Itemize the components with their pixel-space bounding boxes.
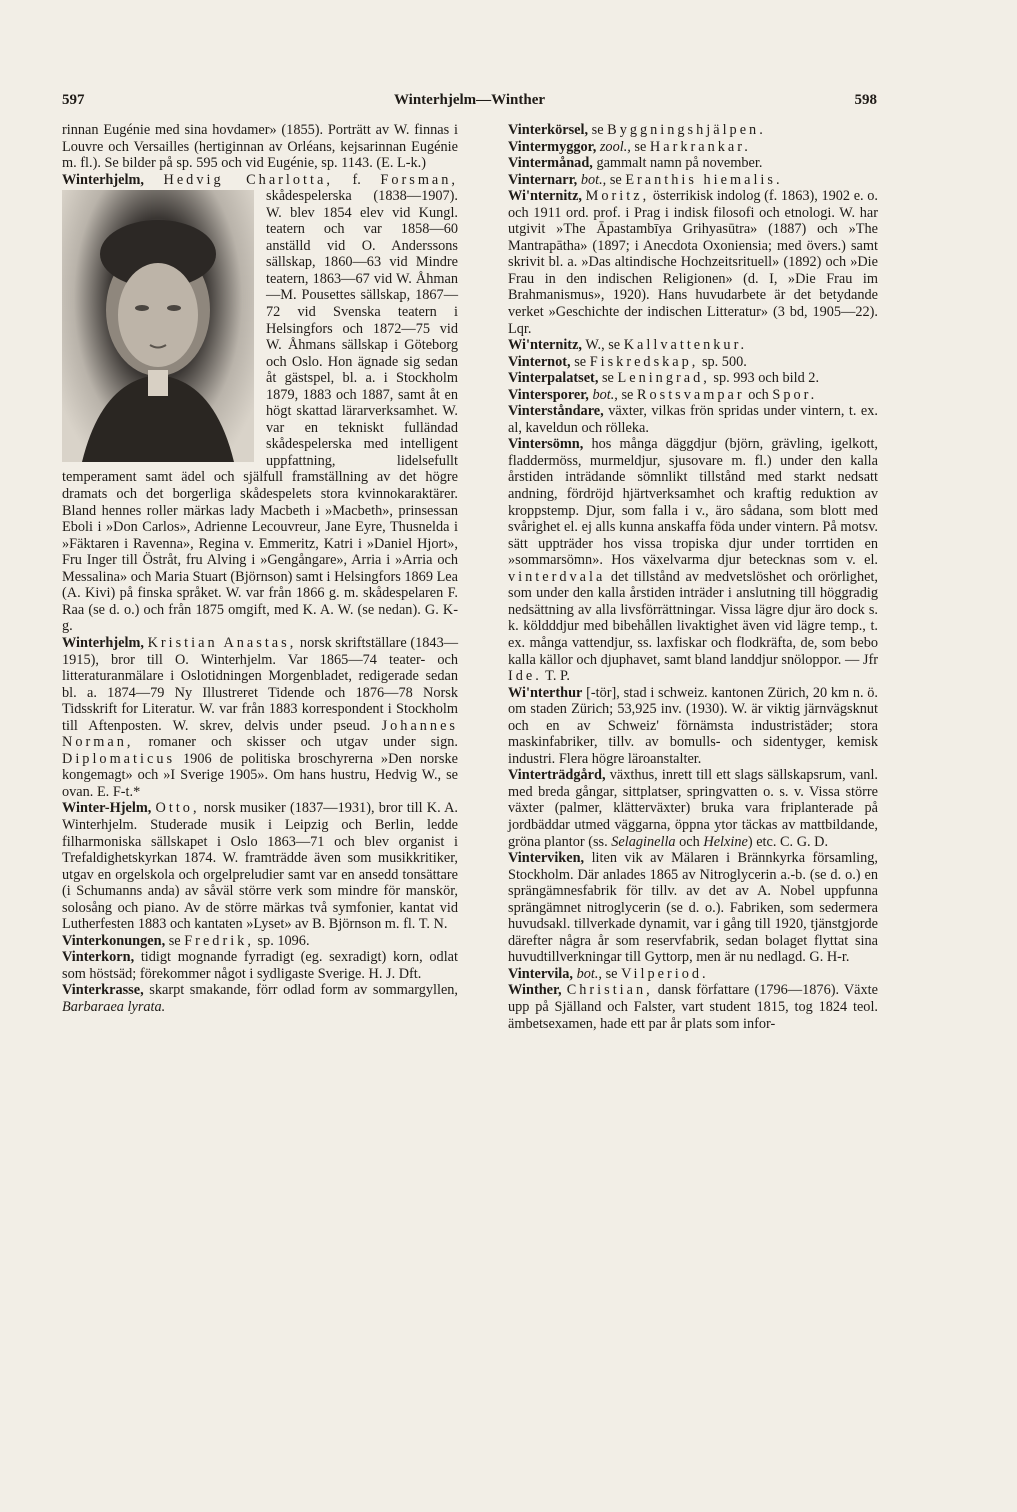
headword: Vinterkonungen, [62, 932, 166, 949]
headword: Wi'nterthur [508, 684, 583, 701]
entry-text: se [621, 386, 634, 403]
spaced-name: Vilperiod. [621, 965, 709, 982]
entry-text: skådespelerska (1838—1907). W. blev 1854 elev vid Kungl. teatern och var 1858—60 anställd vid O. Anderssons sällskap, 1860—63 vid Mindre teatern, 1863—67 vid W. Åhman—M. Pousettes sällskap, 1867—72 vid Svenska teatern i Helsingfors och 1872—75 vid W. Åhmans sällskap i Göteborg och Oslo. Hon ägnade sig sedan åt gästspel, bl. a. i Stockholm 1879, 1883 och 1887, samt åt en högt skattad lärarverksamhet. W. var en tekniskt fulländad skådespelerska med intelligent uppfattning, lidelsefullt temperament samt ädel och själfull framställning av det högre dramats och det borgerliga skådespelets stora kvinnokaraktärer. Bland hennes roller märkas lady Macbeth i »Macbeth», prinsessan Eboli i »Don Carlos», Adrienne Lecouvreur, Jane Eyre, Thusnelda i »Fäktaren i Ravenna», Regina v. Emmeritz, Katri i »Daniel Hjort», Fru Inger till Östråt, fru Alving i »Gengångare», Arria i »Arria och Messalina» och Maria Stuart (Björnson) samt i Helsingfors 1869 Lea (A. Kivi) på finska språket. W. var från 1866 g. m. skådespelaren F. Raa (se d. o.) och från 1875 omgift, med K. A. W. (se nedan). G. K-g. [62, 188, 458, 635]
spaced-name: Hedvig Charlotta, [163, 171, 333, 188]
entry-continuation [62, 122, 458, 172]
entry-text: T. P. [545, 668, 570, 685]
spaced-name: Kallvattenkur. [623, 337, 748, 354]
entry-text: se [609, 171, 622, 188]
entry-vinterviken [508, 850, 878, 966]
entry-vintertradgard [508, 767, 878, 850]
spaced-name: Forsman, [380, 171, 459, 188]
entry-vintermanad [508, 155, 878, 172]
entry-text: se [574, 353, 587, 370]
left-column [62, 122, 458, 1016]
headword: Winther, [508, 982, 562, 999]
entry-vintervila [508, 966, 878, 983]
spaced-name: Otto, [155, 800, 200, 817]
entry-winterhjelm-kristian [62, 635, 458, 800]
spaced-name: Christian, [566, 982, 653, 999]
portrait-photo-icon [62, 190, 254, 462]
spaced-name: Ide. [508, 668, 542, 685]
headword: Vinterträdgård, [508, 767, 606, 784]
entry-text: växter, vilkas frön spridas under vintern, t. ex. al, kaveldun och rölleka. [508, 403, 878, 436]
spaced-name: Johannes Norman, [62, 717, 458, 751]
entry-text: liten vik av Mälaren i Brännkyrka församling, Stockholm. Där anlades 1865 av Nitroglycerin a.-b. (se d. o.) en sprängämnesfabrik för tillv. av det av A. Nobel uppfunna sprängämnet nitroglycerin (se d. o.). Fabriken, som sedermera huvudsakl. tillverkade dynamit, var i gång till 1920, tjänstgjorde därefter några år som reservfabrik, sedan bolaget flyttat sina huvudtillverkningar till Gyttorp, men är nu nedlagd. G. H-r. [508, 850, 879, 966]
latin-name: Helxine [703, 833, 748, 850]
entry-text: skarpt smakande, förr odlad form av sommargyllen, [149, 982, 459, 999]
entry-vinterkorsel [508, 122, 878, 139]
abbr: bot., [580, 171, 607, 188]
entry-winther [508, 982, 878, 1032]
entry-text: rinnan Eugénie med sina hovdamer» (1855). Porträtt av W. finnas i Louvre och Versailles (hertiginnan av Orléans, kejsarinnan Eugénie m. fl.). Se bilder på sp. 595 och vid Eugénie, sp. 1143. (E. L-k.) [62, 122, 458, 172]
spaced-name: Rostsvampar [636, 386, 745, 403]
headword: Vinternarr, [508, 171, 578, 188]
entry-text: och [748, 386, 769, 403]
headword: Vinterkörsel, [508, 122, 589, 138]
entry-text: hos många däggdjur (björn, grävling, igelkott, fladdermöss, murmeldjur, sjusovare m. fl.) under den kalla årstiden inträdande sömnlikt tillstånd med starkt nedsatt andning, fördröjd hjärtverksamhet och kraftig reduktion av kroppstemp. Djur, som falla i v., äro sådana, som blott med svårighet el. ej alls kunna anskaffa föda under vintern. På motsv. sätt uppträder hos vissa tropiska djur under torrtiden en »sommarsömn». Hos växelvarma djur betecknas som v. el. [508, 436, 878, 569]
abbr: bot., [576, 965, 602, 982]
spaced-name: Fiskredskap, [589, 353, 699, 370]
spaced-name: Moritz, [585, 188, 650, 205]
headword: Vintermånad, [508, 155, 593, 172]
spaced-name: Harkrankar. [649, 138, 751, 155]
entry-vinternarr [508, 172, 878, 189]
entry-vintersomn [508, 436, 878, 684]
headword: Vinterkorn, [62, 949, 135, 966]
entry-text: det tillstånd av medvetslöshet och orörlighet, som under den kalla årstiden inträder i anslutning till höggradig nedsättning av alla livsförrättningar. Vissa lägre djur äro dock s. k. köldddjur med bibehållen livaktighet även vid lägre temp., t. ex. många vattendjur, ss. laxfiskar och flodkräfta, de, som bebo kalla källor och djuphavet, samt bland landdjur snöloppor. — Jfr [508, 568, 878, 668]
entry-text: norsk skriftställare (1843—1915), bror till O. Winterhjelm. Var 1865—74 teater- och litteraturanmälare i Oslotidningen Morgenbladet, redigerade sedan bl. a. 1874—79 Ny Illustreret Tidende och 1876—78 Norsk Tidsskrift for Literatur. W. var från 1883 korrespondent i Stockholm till Aftenposten. W. skrev, delvis under pseud. [62, 634, 459, 734]
latin-name: Barbaraea lyrata. [62, 998, 166, 1015]
entry-text: [-tör], stad i schweiz. kantonen Zürich, 20 km n. ö. om staden Zürich; 53,925 inv. (1930). W. är viktig järnvägsknut och en av Schweiz' förnämsta industristäder; stora maskinfabriker, tillv. av bomulls- och sidentyger, kemisk industri. Flera högre läroanstalter. [508, 684, 878, 767]
entry-text: f. [352, 171, 361, 188]
entry-text: se [591, 122, 604, 138]
entry-vinternot [508, 354, 878, 371]
entry-text: gammalt namn på november. [596, 155, 763, 172]
entry-text: W., se [585, 337, 621, 354]
entry-winternitz-w [508, 337, 878, 354]
entry-winter-hjelm-otto [62, 800, 458, 932]
headword: Vinterkrasse, [62, 982, 144, 999]
latin-name: Selaginella [611, 833, 676, 850]
spaced-name: Eranthis hiemalis. [625, 171, 783, 188]
spaced-name: vinterdvala [508, 568, 606, 585]
entry-vinterkorn [62, 949, 458, 982]
headword: Winter-Hjelm, [62, 800, 152, 817]
headword: Wi'nternitz, [508, 188, 582, 205]
entry-text: se [605, 965, 618, 982]
page-number-left: 597 [62, 92, 85, 108]
entry-text: tidigt mognande fyrradigt (eg. sexradigt) korn, odlat som höstsäd; förekommer något i sydligaste Sverige. H. J. Dft. [62, 949, 458, 982]
headword: Vintersömn, [508, 436, 584, 453]
entry-text: se [634, 138, 647, 155]
headword: Vinterståndare, [508, 403, 604, 420]
entry-vinterpalatset [508, 370, 878, 387]
entry-text: se [168, 932, 181, 949]
entry-text: se [601, 370, 614, 387]
spaced-name: Leningrad, [617, 370, 710, 387]
spaced-name: Diplomaticus [62, 750, 176, 767]
entry-text: norsk musiker (1837—1931), bror till K. A. Winterhjelm. Studerade musik i Leipzig och Berlin, ledde filharmoniska sällskapet i Oslo 1863—71 och blev organist i Trefaldighetskyrkan 1874. W. framträdde även som musikkritiker, utgav en orgelskola och orgelpreludier samt var en ansedd tonsättare (i Schumanns anda) av såväl större verk som mindre för manskör, solosång och piano. Av de större märkas två symfonier, kantat vid Lutherfesten 1883 och kantaten »Lyset» av B. Björnson m. fl. T. N. [62, 800, 459, 933]
entry-text: ) etc. C. G. D. [747, 833, 829, 850]
abbr: bot., [592, 386, 618, 403]
headword: Vinterviken, [508, 850, 585, 867]
spaced-name: Spor. [772, 386, 818, 403]
entry-text: 1906 de politiska broschyrerna »Den norske kongemagt» och »I Sverige 1905». Om hans hustru, Hedvig W., se ovan. E. F-t.* [62, 750, 458, 800]
running-title: Winterhjelm—Winther [393, 92, 546, 108]
entry-text: romaner och skisser och utgav under sign. [148, 734, 458, 751]
right-column [508, 122, 878, 1032]
headword: Winterhjelm, [62, 634, 144, 651]
headword: Wi'nternitz, [508, 337, 582, 354]
entry-text: sp. 500. [701, 353, 747, 370]
entry-winternitz-moritz [508, 188, 878, 337]
entry-vinterkrasse [62, 982, 458, 1015]
entry-text: växthus, inrett till ett slags sällskapsrum, vanl. med breda gångar, sittplatser, springvatten o. s. v. Vissa större växter (palmer, klätterväxter) bruka vara friplanterade på jordbäddar utmed väggarna, öppna ytor täckas av mattbildande, gröna plantor (ss. [508, 767, 879, 850]
page-header [62, 92, 877, 112]
headword: Vintermyggor, [508, 138, 597, 155]
spaced-name: Kristian Anastas, [147, 634, 297, 651]
abbr: zool., [599, 138, 631, 155]
headword: Winterhjelm, [62, 171, 144, 188]
entry-vinterstandare [508, 403, 878, 436]
headword: Vinterpalatset, [508, 370, 599, 387]
entry-vintermyggor [508, 139, 878, 156]
page-number-right: 598 [854, 92, 877, 108]
spaced-name: Fredrik, [184, 932, 254, 949]
spaced-name: Byggningshjälpen. [607, 122, 766, 138]
entry-text: sp. 1096. [257, 932, 310, 949]
entry-text: och [679, 833, 700, 850]
entry-text: sp. 993 och bild 2. [713, 370, 820, 387]
headword: Vintervila, [508, 965, 573, 982]
headword: Vintersporer, [508, 386, 589, 403]
entry-text: dansk författare (1796—1876). Växte upp på Själland och Falster, vart student 1815, tog 1824 teol. ämbetsexamen, hade ett par år plats som infor- [508, 982, 878, 1032]
entry-winterhjelm-hedvig [62, 172, 458, 635]
entry-text: österrikisk indolog (f. 1863), 1902 e. o. och 1911 ord. prof. i Prag i indisk filosofi och etnologi. W. har utgivit »The Āpastambīya Grihyasūtra» (1887) och »The Mantrapātha» (1897; i Anecdota Oxoniensia; med övers.) samt skrivit bl. a. »Das altindische Hochzeitsrituell» (1892) och »Die Frau in den indischen Religionen» (d. I, »Die Frau im Brahmanismus», 1920). Hans huvudarbete är det betydande verket »Geschichte der indischen Litteratur» (3 bd, 1905—22). Lqr. [508, 188, 878, 337]
entry-vintersporer [508, 387, 878, 404]
entry-vinterkonungen [62, 933, 458, 950]
entry-winterthur [508, 685, 878, 768]
headword: Vinternot, [508, 353, 571, 370]
